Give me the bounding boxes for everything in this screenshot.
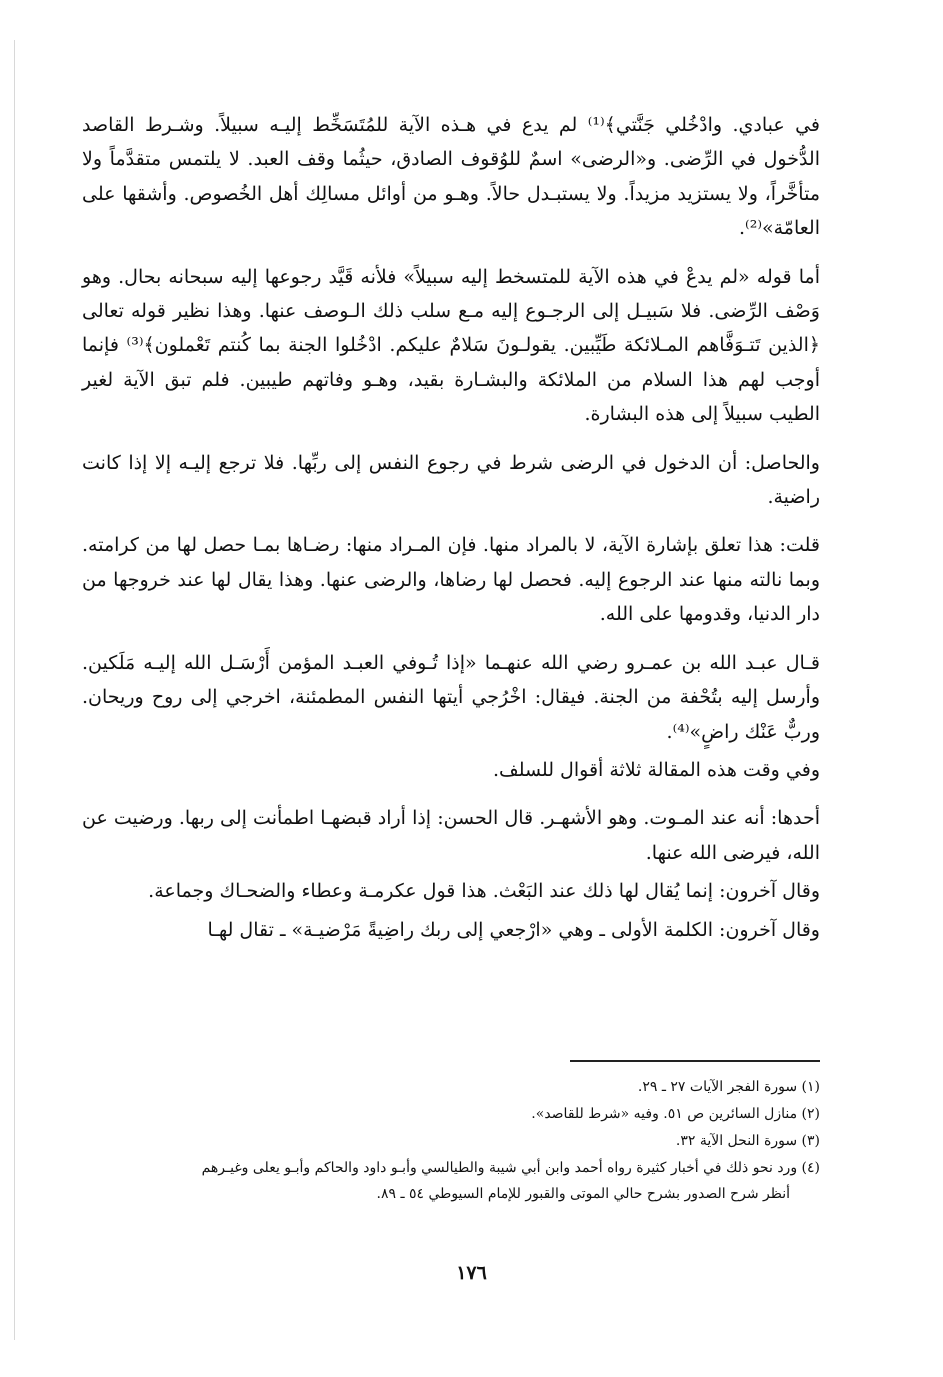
paragraph-7: أحدها: أنه عند المـوت. وهو الأشهـر. قال الحسن: إذا أراد قبضهـا اطمأنت إلى ربها. ورضيت عن الله، فيرضى الله عنها. [82,807,820,864]
paragraph-2: أما قوله «لم يدعْ في هذه الآية للمتسخط إليه سبيلاً» فلأنه قَيَّد رجوعها إليه سبحانه بحال. وهو وَصْف الرِّضى. فلا سَبيـل إلى الرجـوع إليه مـع سلب ذلك الـوصف عنها. وهذا نظير قوله تعالى ﴿الذين تَتـوَفَّاهم المـلائكة طَيِّبين. يقولـونَ سَلامٌ عليكم. ادْخُلوا الجنة بما كُنتم تَعْملون﴾⁽³⁾ فإنما أوجب لهم هذا السلام من الملائكة والبشـارة بقيد، وهـو وفاتهم طيبين. فلم تبق الآية لغير الطيب سبيلاً إلى هذه البشارة. [82,265,820,426]
paragraph-6: وفي وقت هذه المقالة ثلاثة أقوال للسلف. [492,758,820,781]
page-number: ١٧٦ [456,1262,487,1284]
paragraph-1: في عبادي. وادْخُلي جَنَّتي﴾⁽¹⁾ لم يدع في هـذه الآية للمُتَسَخِّط إليـه سبيلاً. وشـرط القاصد الدُّخول في الرِّضى. و«الرضى» اسمٌ للوُقوف الصادق، حيثُما وقف العبد. لا يلتمس متقدَّماً ولا متأخَّراً، ولا يستزيد مزيداً. ولا يستبـدل حالاً. وهـو من أوائل مسالِك أهل الخُصوص. وأشقها على العامّة»⁽²⁾. [82,114,821,240]
footnote-2: (٢) منازل السائرين ص ٥١. وفيه «شرط للقاصد». [531,1106,820,1122]
page-edge-line [14,40,15,1340]
paragraph-3: والحاصل: أن الدخول في الرضى شرط في رجوع النفس إلى ربِّها. فلا ترجع إليـه إلا إذا كانت راضية. [82,451,820,509]
footnote-4: (٤) ورد نحو ذلك في أخبار كثيرة رواه أحمد وابن أبي شيبة والطيالسي وأبـو داود والحاكم وأبـو يعلى وغيـرهم [201,1160,820,1176]
footnotes [82,1074,820,1206]
footnote-4-continuation: أنظر شرح الصدور بشرح حالي الموتى والقبور للإمام السيوطي ٥٤ ـ ٨٩. [376,1186,790,1202]
paragraph-8: وقال آخرون: إنما يُقال لها ذلك عند البَعْث. هذا قول عكرمـة وعطاء والضحـاك وجماعة. [148,880,820,903]
main-text [82,108,820,961]
footnote-3: (٣) سورة النحل الآية ٣٢. [675,1133,820,1149]
paragraph-9: وقال آخرون: الكلمة الأولى ـ وهي «ارْجعي إلى ربك راضِيةً مَرْضيـة» ـ تقال لهـا [207,918,820,941]
paragraph-5: قـال عبـد الله بن عمـرو رضي الله عنهـما «إذا تُـوفي العبـد المؤمن أَرْسَـل الله إليـه مَلَكين. وأرسل إليه بتُحْفة من الجنة. فيقال: اخْرُجي أيتها النفس المطمئنة، اخرجي إلى روح وريحان. وربٌّ عَنْك راضٍ»⁽⁴⁾. [82,651,820,743]
paragraph-4: قلت: هذا تعلق بإشارة الآية، لا بالمراد منها. فإن المـراد منها: رضـاها بمـا حصل لها من كرامته. وبما نالته منها عند الرجوع إليه. فحصل لها رضاها، والرضى عنها. وهذا يقال لها عند خروجها من دار الدنيا، وقدومها على الله. [82,534,820,626]
footnote-divider [570,1060,820,1062]
footnote-1: (١) سورة الفجر الآيات ٢٧ ـ ٢٩. [637,1079,820,1095]
